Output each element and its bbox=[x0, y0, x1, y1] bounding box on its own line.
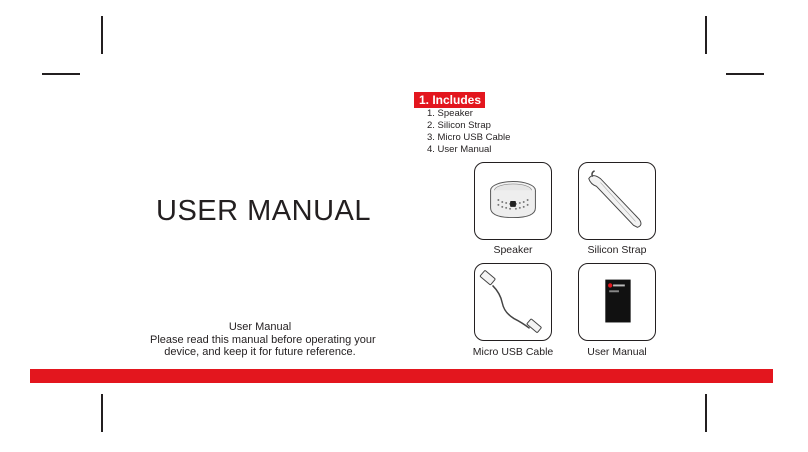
crop-mark-top-right-horizontal bbox=[726, 73, 764, 75]
usb-cable-icon bbox=[475, 264, 551, 340]
manual-card bbox=[578, 263, 656, 341]
manual-title: USER MANUAL bbox=[156, 195, 371, 227]
speaker-icon bbox=[475, 163, 551, 239]
includes-item: 3. Micro USB Cable bbox=[427, 132, 511, 143]
usb-cable-card bbox=[474, 263, 552, 341]
manual-booklet-icon bbox=[579, 264, 655, 340]
crop-mark-top-left-vertical bbox=[101, 16, 103, 54]
crop-mark-bottom-right-vertical bbox=[705, 394, 707, 432]
strap-card bbox=[578, 162, 656, 240]
includes-item: 1. Speaker bbox=[427, 108, 473, 119]
intro-line-1: Please read this manual before operating your bbox=[150, 333, 376, 346]
crop-mark-bottom-left-vertical bbox=[101, 394, 103, 432]
accent-band bbox=[30, 369, 773, 383]
intro-line-2: device, and keep it for future reference. bbox=[164, 346, 356, 358]
strap-icon bbox=[579, 163, 655, 239]
strap-caption: Silicon Strap bbox=[587, 244, 647, 256]
includes-item: 4. User Manual bbox=[427, 144, 492, 155]
includes-heading: 1. Includes bbox=[414, 92, 485, 108]
includes-item: 2. Silicon Strap bbox=[427, 120, 491, 131]
includes-list bbox=[427, 108, 510, 156]
speaker-card bbox=[474, 162, 552, 240]
crop-mark-top-right-vertical bbox=[705, 16, 707, 54]
intro-heading: User Manual bbox=[228, 321, 292, 333]
manual-caption: User Manual bbox=[587, 346, 647, 358]
crop-mark-top-left-horizontal bbox=[42, 73, 80, 75]
usb-cable-caption: Micro USB Cable bbox=[472, 346, 554, 358]
intro-text bbox=[150, 321, 376, 359]
speaker-caption: Speaker bbox=[493, 244, 533, 256]
